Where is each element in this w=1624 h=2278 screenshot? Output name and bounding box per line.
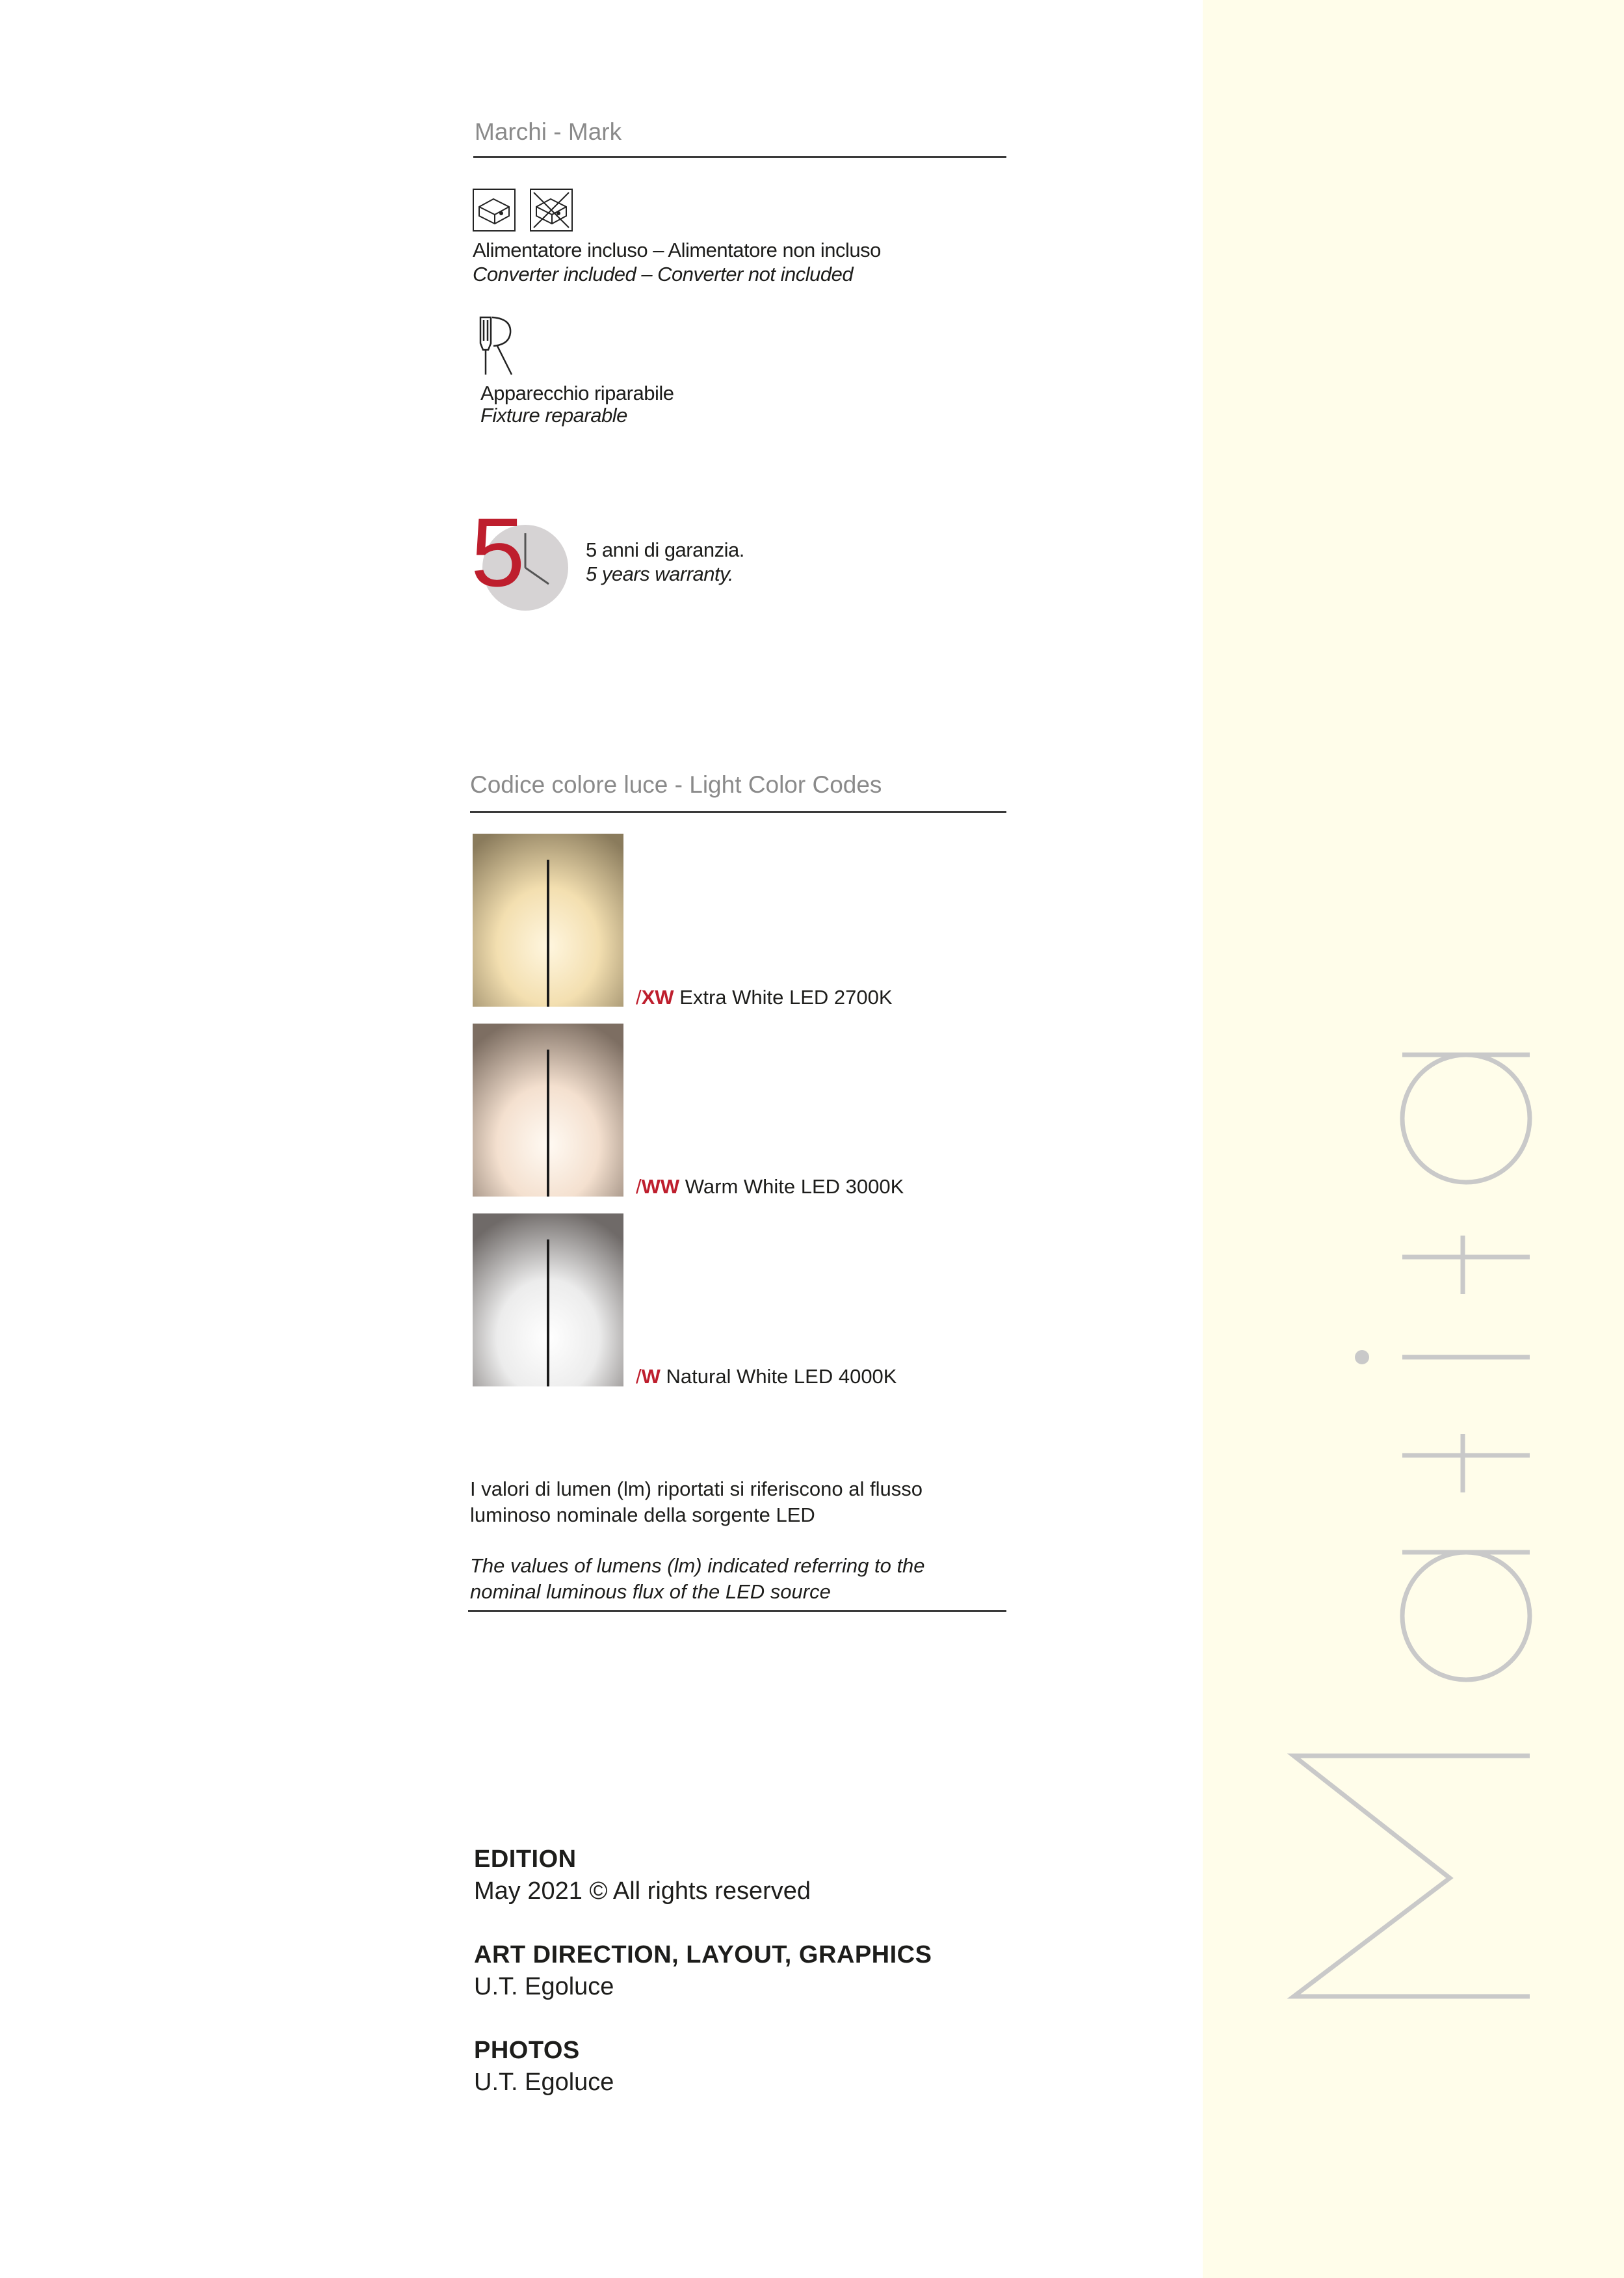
converter-included-icon bbox=[473, 189, 516, 232]
warranty-number: 5 bbox=[471, 497, 521, 607]
art-direction-value: U.T. Egoluce bbox=[474, 1973, 614, 2000]
marks-title: Marchi - Mark bbox=[475, 118, 622, 145]
edition-heading: EDITION bbox=[474, 1846, 577, 1873]
code-slash: / bbox=[636, 986, 642, 1009]
note-rule bbox=[468, 1610, 1006, 1612]
photos-value: U.T. Egoluce bbox=[474, 2069, 614, 2096]
edition-value: May 2021 © All rights reserved bbox=[474, 1877, 811, 1905]
code-label-ww: Warm White LED 3000K bbox=[685, 1175, 904, 1198]
converter-label-en: Converter included – Converter not included bbox=[473, 263, 854, 285]
credits-edition bbox=[474, 1846, 811, 1905]
light-code-row-ww bbox=[636, 1175, 904, 1199]
marks-rule bbox=[473, 156, 1006, 158]
swatch-extra-white bbox=[473, 834, 623, 1007]
note-en-line2: nominal luminous flux of the LED source bbox=[470, 1580, 831, 1603]
code-ww: WW bbox=[641, 1175, 680, 1198]
light-codes-rule bbox=[470, 811, 1006, 813]
converter-label-it: Alimentatore incluso – Alimentatore non incluso bbox=[473, 239, 881, 261]
light-code-row-w bbox=[636, 1365, 897, 1388]
credits-photos bbox=[474, 2037, 614, 2097]
light-codes-title: Codice colore luce - Light Color Codes bbox=[470, 771, 882, 798]
credits-art-direction bbox=[474, 1941, 932, 2001]
note-english bbox=[470, 1553, 925, 1605]
code-xw: XW bbox=[641, 986, 674, 1009]
warranty-icon bbox=[469, 497, 580, 611]
code-label-w: Natural White LED 4000K bbox=[666, 1365, 897, 1388]
warranty-label-en: 5 years warranty. bbox=[586, 563, 733, 585]
reparable-label-it: Apparecchio riparabile bbox=[480, 382, 674, 404]
reparable-label-en: Fixture reparable bbox=[480, 404, 627, 427]
code-w: W bbox=[641, 1365, 661, 1388]
brand-wordmark bbox=[1274, 1040, 1547, 2016]
code-label-xw: Extra White LED 2700K bbox=[679, 986, 893, 1009]
note-italian bbox=[470, 1476, 923, 1528]
swatch-natural-white bbox=[473, 1213, 623, 1386]
warranty-label-it: 5 anni di garanzia. bbox=[586, 538, 744, 561]
swatch-warm-white bbox=[473, 1024, 623, 1197]
light-code-row-xw bbox=[636, 986, 893, 1009]
note-en-line1: The values of lumens (lm) indicated referring to the bbox=[470, 1554, 925, 1577]
code-slash: / bbox=[636, 1365, 642, 1388]
code-slash: / bbox=[636, 1175, 642, 1198]
note-it-line1: I valori di lumen (lm) riportati si riferiscono al flusso bbox=[470, 1477, 923, 1500]
converter-not-included-icon bbox=[530, 189, 573, 232]
note-it-line2: luminoso nominale della sorgente LED bbox=[470, 1503, 815, 1526]
art-direction-heading: ART DIRECTION, LAYOUT, GRAPHICS bbox=[474, 1941, 932, 1968]
photos-heading: PHOTOS bbox=[474, 2037, 580, 2064]
reparable-icon bbox=[478, 315, 517, 377]
